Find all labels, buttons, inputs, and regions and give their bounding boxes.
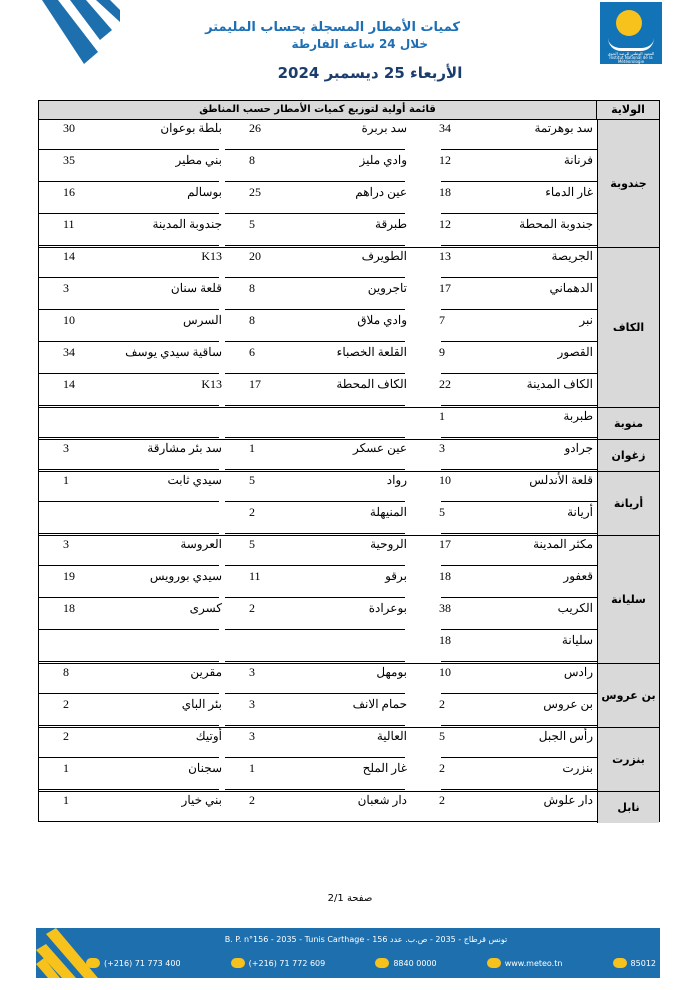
- rainfall-value: 20: [249, 249, 261, 263]
- station-name: حمام الانف: [352, 697, 407, 711]
- table-row: [39, 663, 597, 695]
- rainfall-value: 18: [439, 185, 451, 199]
- cell-underline: [225, 405, 405, 406]
- rainfall-value: 18: [63, 601, 75, 615]
- rainfall-value: 14: [63, 249, 75, 263]
- rainfall-value: 1: [63, 793, 69, 807]
- hotline-icon: [375, 958, 389, 968]
- station-name: عين دراهم: [355, 185, 407, 199]
- cell-underline: [39, 533, 219, 534]
- rainfall-value: 18: [439, 569, 451, 583]
- station-name: العالية: [376, 729, 407, 743]
- table-row: [39, 343, 597, 375]
- station-name: أوتيك: [195, 729, 222, 743]
- group-separator: [39, 471, 659, 472]
- station-name: وادي ملاق: [357, 313, 407, 327]
- rainfall-value: 14: [63, 377, 75, 391]
- cell-underline: [441, 469, 597, 470]
- cell-underline: [441, 533, 597, 534]
- station-name: طبرقة: [375, 217, 407, 231]
- rainfall-value: 8: [249, 281, 255, 295]
- governorate-cell: منوبة: [597, 407, 659, 439]
- cell-underline: [225, 341, 405, 342]
- meteo-logo: [600, 2, 662, 64]
- governorate-cell: نابل: [597, 791, 659, 823]
- cell-underline: [441, 213, 597, 214]
- rainfall-value: 8: [249, 153, 255, 167]
- station-name: جندوبة المحطة: [519, 217, 593, 231]
- table-row: [39, 631, 597, 663]
- report-date: الأربعاء 25 ديسمبر 2024: [277, 64, 463, 82]
- rainfall-value: 17: [439, 537, 451, 551]
- station-name: سد بوهرتمة: [534, 121, 593, 135]
- table-row: [39, 151, 597, 183]
- group-separator: [39, 663, 659, 664]
- station-name: غار الدماء: [545, 185, 593, 199]
- station-name: K13: [201, 377, 222, 391]
- rainfall-value: 1: [249, 441, 255, 455]
- station-name: سجنان: [188, 761, 222, 775]
- table-header-governorate: الولاية: [597, 101, 659, 119]
- table-row: [39, 279, 597, 311]
- cell-underline: [39, 597, 219, 598]
- table-row: [39, 503, 597, 535]
- rainfall-value: 30: [63, 121, 75, 135]
- cell-underline: [225, 181, 405, 182]
- footer-phone1: [86, 958, 181, 968]
- rainfall-value: 6: [249, 345, 255, 359]
- cell-underline: [441, 309, 597, 310]
- table-row: [39, 599, 597, 631]
- station-name: الكاف المدينة: [526, 377, 593, 391]
- group-separator: [39, 407, 659, 408]
- cell-underline: [39, 309, 219, 310]
- cell-underline: [225, 245, 405, 246]
- rainfall-value: 1: [439, 409, 445, 423]
- cell-underline: [225, 501, 405, 502]
- rainfall-value: 12: [439, 153, 451, 167]
- cell-underline: [441, 693, 597, 694]
- footer-phone4: [613, 958, 656, 968]
- station-name: وادي مليز: [359, 153, 407, 167]
- rainfall-value: 10: [439, 473, 451, 487]
- rainfall-value: 17: [439, 281, 451, 295]
- phone3-text: 8840 0000: [393, 958, 437, 968]
- station-name: جرادو: [564, 441, 593, 455]
- rainfall-value: 1: [63, 761, 69, 775]
- cell-underline: [225, 469, 405, 470]
- station-name: قعفور: [563, 569, 593, 583]
- rainfall-value: 2: [439, 793, 445, 807]
- station-name: مكثر المدينة: [533, 537, 593, 551]
- cell-underline: [441, 501, 597, 502]
- station-name: سيدي ثابت: [167, 473, 222, 487]
- cell-underline: [441, 277, 597, 278]
- cell-underline: [225, 533, 405, 534]
- station-name: سد بربرة: [361, 121, 407, 135]
- rainfall-value: 2: [63, 729, 69, 743]
- footer-website[interactable]: [487, 958, 563, 968]
- cell-underline: [225, 149, 405, 150]
- phone-icon: [86, 958, 100, 968]
- rainfall-value: 12: [439, 217, 451, 231]
- title-line2: خلال 24 ساعة الفارطة: [291, 37, 428, 51]
- rainfall-value: 5: [439, 729, 445, 743]
- rainfall-value: 8: [63, 665, 69, 679]
- rainfall-value: 5: [249, 473, 255, 487]
- footer: [36, 928, 660, 978]
- rainfall-value: 17: [249, 377, 261, 391]
- station-name: سد بئر مشارقة: [147, 441, 222, 455]
- cell-underline: [225, 277, 405, 278]
- rainfall-value: 3: [63, 441, 69, 455]
- governorate-cell: الكاف: [597, 247, 659, 407]
- rainfall-value: 5: [249, 537, 255, 551]
- station-name: دار شعبان: [357, 793, 407, 807]
- rainfall-value: 1: [249, 761, 255, 775]
- phone2-text: (+216) 71 772 609: [248, 958, 326, 968]
- cell-underline: [39, 469, 219, 470]
- station-name: بومهل: [376, 665, 407, 679]
- footer-stripes: [36, 928, 106, 978]
- rainfall-value: 3: [249, 665, 255, 679]
- table-row: [39, 183, 597, 215]
- rainfall-value: 2: [439, 697, 445, 711]
- group-separator: [39, 791, 659, 792]
- cell-underline: [441, 149, 597, 150]
- station-name: الروحية: [370, 537, 407, 551]
- rainfall-value: 11: [249, 569, 261, 583]
- governorate-cell: جندوبة: [597, 119, 659, 247]
- rainfall-value: 3: [249, 729, 255, 743]
- cell-underline: [225, 213, 405, 214]
- station-name: تاجروين: [367, 281, 407, 295]
- rainfall-value: 13: [439, 249, 451, 263]
- cell-underline: [441, 405, 597, 406]
- cell-underline: [225, 821, 405, 822]
- station-name: القصور: [557, 345, 593, 359]
- phone4-text: 85012: [630, 958, 656, 968]
- station-name: K13: [201, 249, 222, 263]
- cell-underline: [39, 661, 219, 662]
- wave-icon: [608, 38, 654, 51]
- cell-underline: [225, 629, 405, 630]
- station-name: بوعرادة: [368, 601, 407, 615]
- cell-underline: [39, 149, 219, 150]
- station-name: بن عروس: [543, 697, 593, 711]
- rainfall-value: 38: [439, 601, 451, 615]
- station-name: سليانة: [561, 633, 593, 647]
- governorate-cell: بنزرت: [597, 727, 659, 791]
- station-name: دار علوش: [543, 793, 593, 807]
- cell-underline: [441, 821, 597, 822]
- cell-underline: [225, 437, 405, 438]
- rainfall-value: 26: [249, 121, 261, 135]
- cell-underline: [39, 341, 219, 342]
- station-name: بني خيار: [181, 793, 222, 807]
- station-name: الكاف المحطة: [336, 377, 407, 391]
- cell-underline: [39, 693, 219, 694]
- sun-icon: [616, 10, 642, 36]
- footer-phone2: [231, 958, 326, 968]
- decorative-stripes: [0, 0, 120, 70]
- cell-underline: [225, 565, 405, 566]
- station-name: رأس الجبل: [538, 729, 593, 743]
- table-row: [39, 407, 597, 439]
- station-name: بنزرت: [562, 761, 593, 775]
- station-name: العروسة: [180, 537, 222, 551]
- group-separator: [39, 535, 659, 536]
- rainfall-value: 8: [249, 313, 255, 327]
- cell-underline: [225, 309, 405, 310]
- rainfall-value: 2: [249, 601, 255, 615]
- station-name: برقو: [385, 569, 407, 583]
- rainfall-value: 1: [63, 473, 69, 487]
- rainfall-value: 5: [439, 505, 445, 519]
- rainfall-value: 3: [249, 697, 255, 711]
- rainfall-value: 2: [63, 697, 69, 711]
- station-name: قلعة سنان: [170, 281, 222, 295]
- fax-icon: [231, 958, 245, 968]
- station-name: بني مطير: [175, 153, 222, 167]
- cell-underline: [39, 757, 219, 758]
- station-name: أريانة: [567, 505, 593, 519]
- station-name: المنيهلة: [369, 505, 407, 519]
- cell-underline: [225, 725, 405, 726]
- rainfall-value: 16: [63, 185, 75, 199]
- cell-underline: [39, 245, 219, 246]
- cell-underline: [441, 245, 597, 246]
- rainfall-value: 7: [439, 313, 445, 327]
- table-row: [39, 311, 597, 343]
- rainfall-value: 3: [63, 537, 69, 551]
- cell-underline: [39, 405, 219, 406]
- cell-underline: [441, 629, 597, 630]
- sms-icon: [613, 958, 627, 968]
- cell-underline: [441, 341, 597, 342]
- group-separator: [39, 439, 659, 440]
- cell-underline: [225, 757, 405, 758]
- station-name: الدهماني: [549, 281, 593, 295]
- group-separator: [39, 119, 659, 120]
- table-row: [39, 471, 597, 503]
- cell-underline: [39, 373, 219, 374]
- rainfall-value: 34: [63, 345, 75, 359]
- rainfall-value: 35: [63, 153, 75, 167]
- cell-underline: [441, 661, 597, 662]
- table-row: [39, 791, 597, 823]
- website-text[interactable]: www.meteo.tn: [504, 958, 563, 968]
- cell-underline: [441, 597, 597, 598]
- station-name: رواد: [386, 473, 407, 487]
- cell-underline: [441, 181, 597, 182]
- station-name: غار الملح: [362, 761, 407, 775]
- table-row: [39, 215, 597, 247]
- station-name: مقرين: [190, 665, 222, 679]
- table-row: [39, 247, 597, 279]
- station-name: السرس: [183, 313, 222, 327]
- group-separator: [39, 727, 659, 728]
- station-name: الطويرف: [361, 249, 407, 263]
- table-row: [39, 759, 597, 791]
- station-name: بلطة بوعوان: [160, 121, 222, 135]
- station-name: عين عسكر: [352, 441, 407, 455]
- rainfall-value: 19: [63, 569, 75, 583]
- station-name: بئر الباي: [181, 697, 222, 711]
- rainfall-value: 2: [249, 793, 255, 807]
- governorate-cell: سليانة: [597, 535, 659, 663]
- footer-address: B. P. n°156 - 2035 - Tunis Carthage - تونس قرطاج - 2035 - ص.ب. عدد 156: [224, 935, 508, 944]
- cell-underline: [39, 501, 219, 502]
- cell-underline: [39, 565, 219, 566]
- rainfall-value: 11: [63, 217, 75, 231]
- table-row: [39, 119, 597, 151]
- cell-underline: [441, 373, 597, 374]
- rainfall-value: 2: [249, 505, 255, 519]
- table-row: [39, 535, 597, 567]
- rainfall-value: 22: [439, 377, 451, 391]
- rainfall-value: 34: [439, 121, 451, 135]
- table-header-main: قائمة أولية لتوزيع كميات الأمطار حسب المناطق: [39, 101, 597, 119]
- station-name: فرنانة: [563, 153, 593, 167]
- rainfall-table: [38, 100, 660, 822]
- rainfall-value: 25: [249, 185, 261, 199]
- title-line1: كميات الأمطار المسجلة بحساب المليمتر: [205, 20, 460, 35]
- cell-underline: [225, 789, 405, 790]
- rainfall-value: 9: [439, 345, 445, 359]
- footer-phone3: [375, 958, 436, 968]
- table-row: [39, 695, 597, 727]
- cell-underline: [39, 277, 219, 278]
- cell-underline: [225, 373, 405, 374]
- cell-underline: [39, 629, 219, 630]
- station-name: بوسالم: [187, 185, 222, 199]
- cell-underline: [441, 789, 597, 790]
- table-row: [39, 375, 597, 407]
- rainfall-value: 18: [439, 633, 451, 647]
- station-name: قلعة الأندلس: [529, 473, 593, 487]
- rainfall-value: 5: [249, 217, 255, 231]
- cell-underline: [39, 821, 219, 822]
- governorate-cell: أريانة: [597, 471, 659, 535]
- page-number: صفحة 2/1: [327, 893, 373, 904]
- table-row: [39, 567, 597, 599]
- station-name: جندوبة المدينة: [152, 217, 222, 231]
- station-name: القلعة الخصباء: [336, 345, 407, 359]
- table-row: [39, 439, 597, 471]
- station-name: كسرى: [189, 601, 222, 615]
- station-name: الكريب: [557, 601, 593, 615]
- cell-underline: [225, 693, 405, 694]
- rainfall-value: 3: [63, 281, 69, 295]
- station-name: سيدي بورويس: [149, 569, 222, 583]
- phone1-text: (+216) 71 773 400: [104, 958, 181, 968]
- governorate-cell: بن عروس: [597, 663, 659, 727]
- table-row: [39, 727, 597, 759]
- group-separator: [39, 247, 659, 248]
- cell-underline: [39, 725, 219, 726]
- cell-underline: [39, 181, 219, 182]
- governorate-cell: زغوان: [597, 439, 659, 471]
- station-name: ساقية سيدي يوسف: [125, 345, 222, 359]
- cell-underline: [225, 597, 405, 598]
- globe-icon: [487, 958, 501, 968]
- station-name: نبر: [579, 313, 593, 327]
- station-name: الجريصة: [551, 249, 593, 263]
- cell-underline: [39, 789, 219, 790]
- cell-underline: [441, 565, 597, 566]
- cell-underline: [441, 757, 597, 758]
- cell-underline: [441, 437, 597, 438]
- cell-underline: [225, 661, 405, 662]
- logo-caption: المعهد الوطني للرصد الجوي Institut National de la Météorologie: [607, 51, 655, 64]
- rainfall-value: 10: [439, 665, 451, 679]
- cell-underline: [39, 437, 219, 438]
- cell-underline: [39, 213, 219, 214]
- rainfall-value: 3: [439, 441, 445, 455]
- rainfall-value: 2: [439, 761, 445, 775]
- station-name: طبربة: [563, 409, 593, 423]
- station-name: رادس: [563, 665, 593, 679]
- rainfall-value: 10: [63, 313, 75, 327]
- cell-underline: [441, 725, 597, 726]
